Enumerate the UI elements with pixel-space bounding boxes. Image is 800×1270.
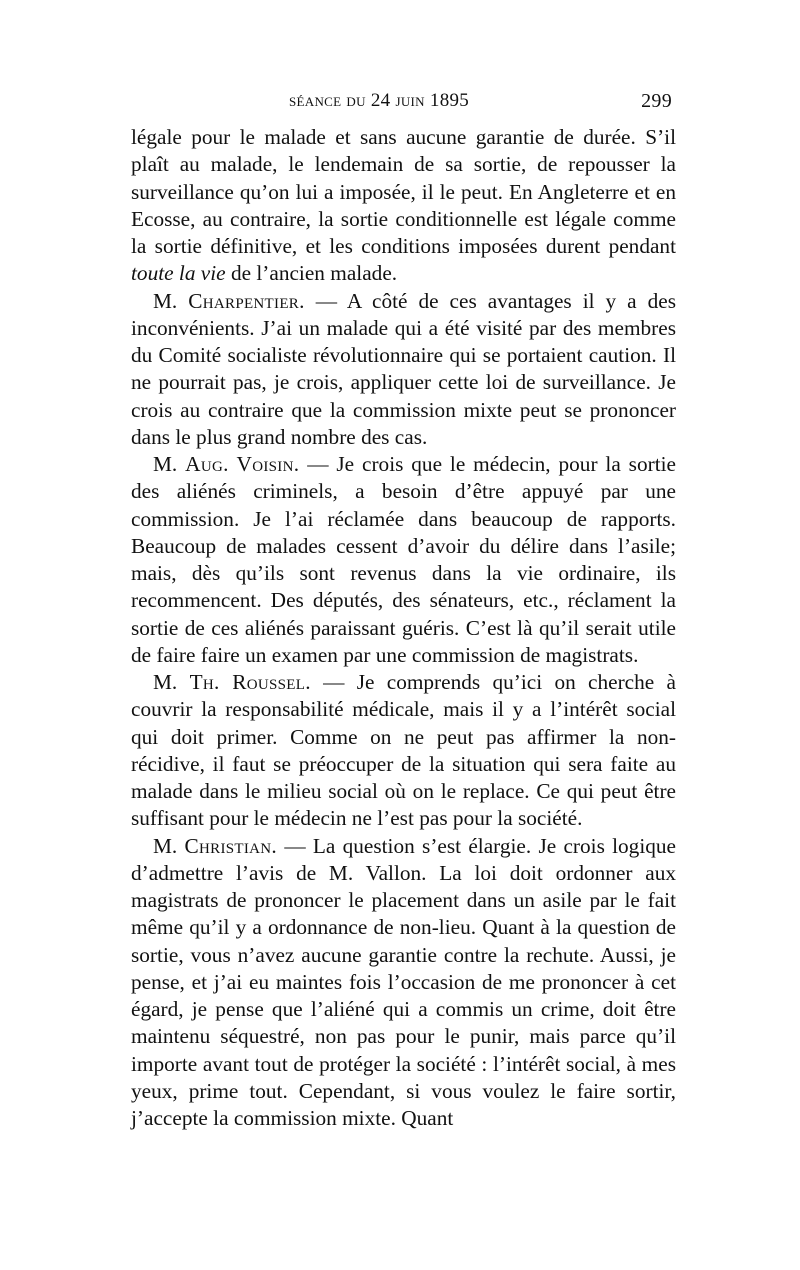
paragraph <box>131 669 676 833</box>
page-body <box>131 124 676 1132</box>
paragraph <box>131 833 676 1133</box>
speaker-prefix: M. <box>153 452 186 476</box>
emphasis-text: toute la vie <box>131 261 226 286</box>
speaker-prefix: M. <box>153 670 190 694</box>
book-page <box>131 90 676 1132</box>
paragraph-text: — Je comprends qu’ici on cherche à couvrir la responsabilité médicale, mais il y a l’intérêt social qui doit primer. Comme on ne peut pas affirmer la non-récidive, il faut se préoccuper de la situation qui sera faite au malade dans le milieu social où on le replace. Ce qui peut être suffisant pour le médecin ne l’est pas pour la société. <box>131 670 676 831</box>
paragraph-text: — A côté de ces avantages il y a des inconvénients. J’ai un malade qui a été visité par des membres du Comité socialiste révolutionnaire qui se portaient caution. Il ne pourrait pas, je crois, appliquer cette loi de surveillance. Je crois au contraire que la commission mixte peut se prononcer dans le plus grand nombre des cas. <box>131 288 676 449</box>
running-title: séance du 24 juin 1895 <box>289 90 470 111</box>
speaker-name: Th. Roussel. <box>189 670 311 694</box>
paragraph <box>131 288 676 452</box>
paragraph-text: de l’ancien malade. <box>225 261 398 286</box>
speaker-prefix: M. <box>153 288 189 313</box>
paragraph <box>131 451 676 669</box>
speaker-name: Aug. Voisin. <box>185 452 300 476</box>
speaker-name: Christian. <box>184 833 278 858</box>
paragraph-text: légale pour le malade et sans aucune garantie de durée. S’il plaît au malade, le lendemain de sa sortie, de repousser la surveillance qu’on lui a imposée, il le peut. En Angleterre et en Ecosse, au contraire, la sortie conditionnelle est légale comme la sortie définitive, et les conditions imposées durent pendant <box>131 125 676 258</box>
running-header <box>131 90 676 124</box>
page-number: 299 <box>641 90 672 112</box>
speaker-prefix: M. <box>153 833 185 858</box>
paragraph-text: — Je crois que le médecin, pour la sortie des aliénés criminels, a besoin d’être appuyé par une commission. Je l’ai réclamée dans beaucoup de rapports. Beaucoup de malades cessent d’avoir du délire dans l’asile; mais, dès qu’ils sont revenus dans la vie ordinaire, ils recommencent. Des députés, des sénateurs, etc., réclament la sortie de ces aliénés paraissant guéris. C’est là qu’il serait utile de faire faire un examen par une commission de magistrats. <box>131 452 676 667</box>
speaker-name: Charpentier. <box>188 288 305 313</box>
paragraph <box>131 124 676 288</box>
paragraph-text: — La question s’est élargie. Je crois logique d’admettre l’avis de M. Vallon. La loi doit ordonner aux magistrats de prononcer le placement dans un asile par le fait même qu’il y a ordonnance de non-lieu. Quant à la question de sortie, vous n’avez aucune garantie contre la rechute. Aussi, je pense, et j’ai eu maintes fois l’occasion de me prononcer à cet égard, je pense que l’aliéné qui a commis un crime, doit être maintenu séquestré, non pas pour le punir, mais parce qu’il importe avant tout de protéger la société : l’intérêt social, à mes yeux, prime tout. Cependant, si vous voulez le faire sortir, j’accepte la commission mixte. Quant <box>131 833 676 1130</box>
